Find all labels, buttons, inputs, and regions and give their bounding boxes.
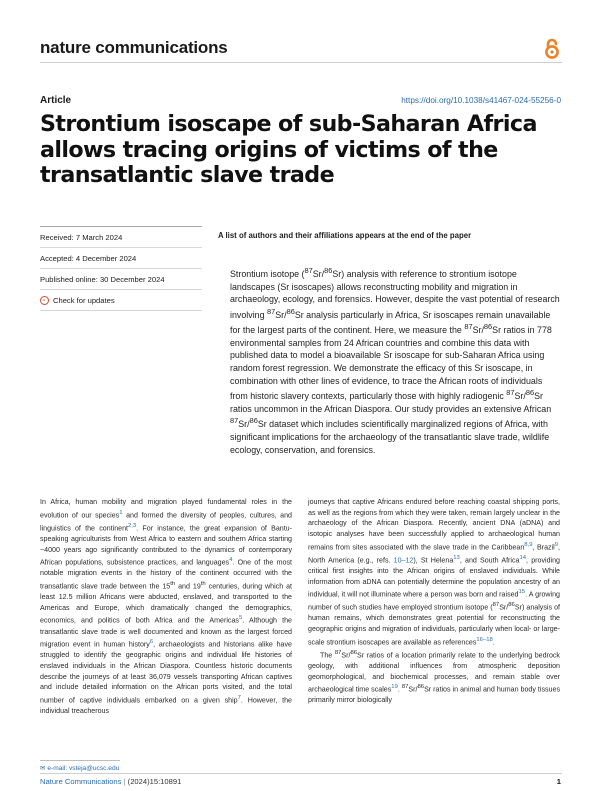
reference-link[interactable]: 16–18 — [476, 636, 493, 643]
article-type-label: Article — [40, 95, 72, 106]
body-paragraph: In Africa, human mobility and migration played fundamental roles in the evolution of our species$^1$ and formed the diversity of peoples, cultures, and linguistics of the continent$^{2,3}$. For instance, the great expansion of Bantu-speaking agriculturists from West Africa to eastern and southern Africa starting ~4000 years ago significantly contributed to the dynamics of contemporary African populations, subsistence practices, and languages$^4$. One of the most notable migration events in the history of the continent occurred with the transatlantic slave trade between the 15th and 19th centuries, during which at least 12.5 million Africans were abducted, enslaved, and transported to the Americas and Europe, which dramatically changed the demographics, economics, and politics of both Africa and the Americas$^5$. Although the transatlantic slave trade is well documented and known as the largest forced migration event in human history$^6$, archaeologists and historians alike have struggled to identify the geographic origins and individual life histories of enslaved individuals in the African Diaspora. Countless historic documents describe the journeys of at least 36,079 vessels transporting African captives and include detailed information on the African ports visited, and the total number of captive individuals embarked on a given ship$^7$. However, the individual treacherous — [40, 498, 292, 716]
article-meta — [40, 226, 202, 311]
page-number: 1 — [556, 777, 561, 786]
reference-link[interactable]: 2,3 — [128, 522, 137, 529]
check-updates-label[interactable]: Check for updates — [53, 296, 115, 305]
footer-separator: | — [121, 777, 128, 786]
reference-link[interactable]: 4 — [229, 557, 233, 564]
reference-link[interactable]: 10–12 — [393, 556, 414, 565]
doi-anchor[interactable]: https://doi.org/10.1038/s41467-024-55256-0 — [401, 96, 561, 105]
published-date: Published online: 30 December 2024 — [40, 268, 202, 289]
body-text-right-column — [308, 497, 560, 706]
footer-citation — [40, 777, 181, 786]
reference-link[interactable]: 13 — [453, 554, 460, 561]
reference-link[interactable]: 9 — [554, 541, 559, 548]
footnote-divider — [40, 760, 120, 761]
meta-divider — [40, 310, 202, 311]
footer-journal-link[interactable]: Nature Communications — [40, 777, 122, 786]
received-date: Received: 7 March 2024 — [40, 226, 202, 247]
check-updates-button[interactable] — [40, 289, 202, 310]
body-paragraph: journeys that captive Africans endured before reaching coastal shipping ports, as well as the regions from which they were taken, remain largely unclear in the archaeology of the African Diaspora. Recently, ancient DNA (aDNA) and isotopic analyses have been successfully applied to archaeological human remains from sites associated with the slave trade in the Caribbean$^{8,9}$, Brazil$^9$, North America (e.g., refs. 10–12), St Helena$^{13}$, and South Africa$^{14}$, providing critical first insights into the African origins of enslaved individuals. While information from aDNA can potentially determine the population ancestry of an individual, it will not illuminate where a person was born and raised$^{15}$. A growing number of such studies have employed strontium isotope ($^{87}$Sr/$^{86}$Sr) analysis of human remains, which demonstrates great potential for reconstructing the geographic origins and migration of individuals, particularly when local- or large-scale strontium isoscapes are available as references$^{16-18}$. — [308, 498, 561, 647]
reference-link[interactable]: 8,9 — [524, 541, 533, 548]
reference-link[interactable]: 15 — [518, 589, 526, 596]
header-divider — [40, 62, 562, 63]
accepted-date: Accepted: 4 December 2024 — [40, 247, 202, 268]
reference-link[interactable]: 6 — [149, 639, 154, 646]
reference-link[interactable]: 5 — [238, 615, 243, 622]
open-access-lock-icon — [543, 38, 561, 60]
footer-divider — [40, 773, 562, 774]
journal-name[interactable]: nature communications — [40, 38, 228, 57]
affiliations-note: A list of authors and their affiliations appears at the end of the paper — [218, 231, 472, 240]
reference-link[interactable]: 14 — [519, 554, 527, 561]
reference-link[interactable]: 19 — [391, 684, 398, 691]
abstract: Strontium isotope ($^{87}$Sr/$^{86}$Sr) analysis with reference to strontium isotope landscapes (Sr isoscapes) allows reconstructing mobility and migration in archaeology, ecology, and forensics. However, despite the vast potential of research involving $^{87}$Sr/$^{86}$Sr analysis particularly in Africa, Sr isoscapes remain unavailable for the largest parts of the continent. Here, we measure the $^{87}$Sr/$^{86}$Sr ratios in 778 environmental samples from 24 African countries and combine this data with published data to model a bioavailable Sr isoscape for sub-Saharan Africa using random forest regression. We demonstrate the efficacy of this Sr isoscape, in combination with other lines of evidence, to trace the African roots of individuals from historic slavery contexts, particularly those with highly radiogenic $^{87}$Sr/$^{86}$Sr ratios uncommon in the African Diaspora. Our study provides an extensive African $^{87}$Sr/$^{86}$Sr dataset which includes scientifically marginalized regions of Africa, with significant implications for the archaeology of the transatlantic slave trade, wildlife ecology, conservation, and forensics. — [230, 266, 560, 455]
reference-link[interactable]: 7 — [237, 695, 241, 702]
corresponding-email[interactable]: ✉ e-mail: vsteja@ucsc.edu — [40, 765, 120, 772]
footer-volume: (2024)15:10891 — [127, 777, 182, 786]
check-for-updates-icon — [40, 296, 49, 305]
reference-link[interactable]: 1 — [119, 509, 123, 516]
body-paragraph: The $^{87}$Sr/$^{86}$Sr ratios of a location primarily relate to the underlying bedrock geology, with additional influences from atmospheric deposition geomorphological, and biochemical processes, and remain stable over archaeological time scales$^{19}$. $^{87}$Sr/$^{86}$Sr ratios in animal and human body tissues primarily mirror biologically — [308, 649, 560, 705]
body-text-left-column — [40, 497, 292, 717]
article-title: Strontium isoscape of sub-Saharan Africa allows tracing origins of victims of the transatlantic slave trade — [40, 111, 537, 188]
doi-link[interactable] — [401, 96, 561, 105]
